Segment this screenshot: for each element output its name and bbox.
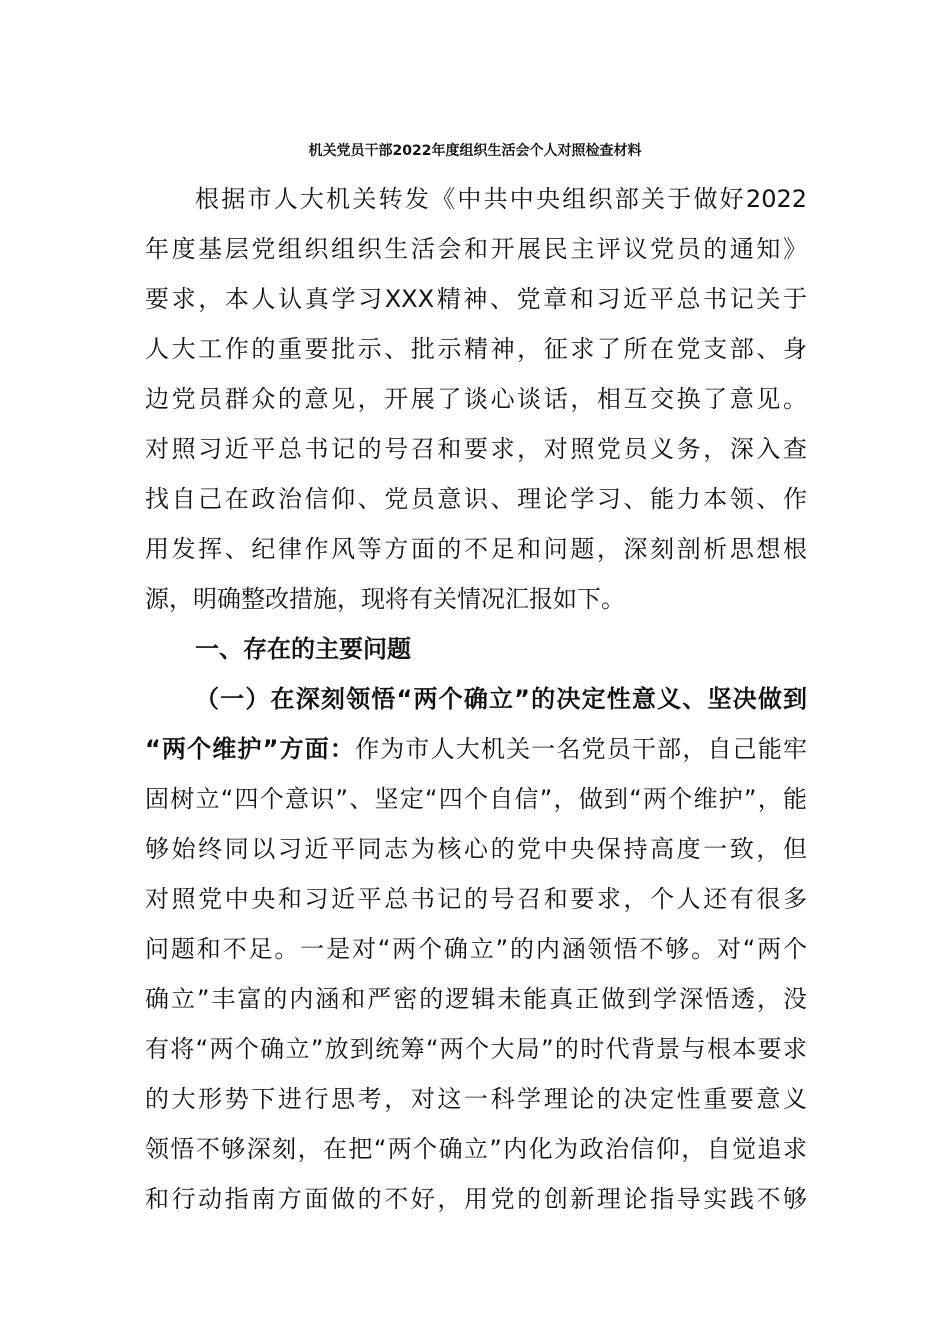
- text-line: 用发挥、纪律作风等方面的不足和问题，深刻剖析思想根: [145, 535, 807, 563]
- text-line: 边党员群众的意见，开展了谈心谈话，相互交换了意见。: [145, 385, 807, 413]
- text-line: 要求，本人认真学习XXX精神、党章和习近平总书记关于: [145, 285, 807, 313]
- text-line: 领悟不够深刻，在把“两个确立”内化为政治信仰，自觉追求: [145, 1135, 807, 1163]
- text-line: 有将“两个确立”放到统筹“两个大局”的时代背景与根本要求: [145, 1035, 807, 1063]
- text-line: 找自己在政治信仰、党员意识、理论学习、能力本领、作: [145, 485, 807, 513]
- text-line: 年度基层党组织组织生活会和开展民主评议党员的通知》: [145, 235, 807, 263]
- subsection-heading-end: “两个维护”方面：: [145, 735, 356, 763]
- text-line: 确立”丰富的内涵和严密的逻辑未能真正做到学深悟透，没: [145, 985, 807, 1013]
- text-line: 人大工作的重要批示、批示精神，征求了所在党支部、身: [145, 335, 807, 363]
- text-line: [145, 724, 807, 774]
- section-heading-text: 一、存在的主要问题: [195, 635, 411, 663]
- text-line: 和行动指南方面做的不好，用党的创新理论指导实践不够: [145, 1185, 807, 1213]
- document-title: 机关党员干部2022年度组织生活会个人对照检查材料: [308, 143, 642, 159]
- text-line: 源，明确整改措施，现将有关情况汇报如下。: [145, 585, 625, 613]
- text-line: 对照党中央和习近平总书记的号召和要求，个人还有很多: [145, 885, 807, 913]
- subsection-heading: （一）在深刻领悟“两个确立”的决定性意义、坚决做到: [195, 685, 807, 713]
- text-line: 对照习近平总书记的号召和要求，对照党员义务，深入查: [145, 435, 807, 463]
- text-line: 够始终同以习近平同志为核心的党中央保持高度一致，但: [145, 835, 807, 863]
- text-run: 作为市人大机关一名党员干部，自己能牢: [355, 735, 808, 763]
- intro-paragraph: [145, 174, 807, 624]
- text-line: 固树立“四个意识”、坚定“四个自信”，做到“两个维护”，能: [145, 785, 807, 813]
- text-line: 根据市人大机关转发《中共中央组织部关于做好2022: [195, 185, 807, 213]
- subsection-paragraph: [145, 674, 807, 1224]
- text-line: 问题和不足。一是对“两个确立”的内涵领悟不够。对“两个: [145, 935, 807, 963]
- text-line: 的大形势下进行思考，对这一科学理论的决定性重要意义: [145, 1085, 807, 1113]
- section-heading: [145, 624, 807, 674]
